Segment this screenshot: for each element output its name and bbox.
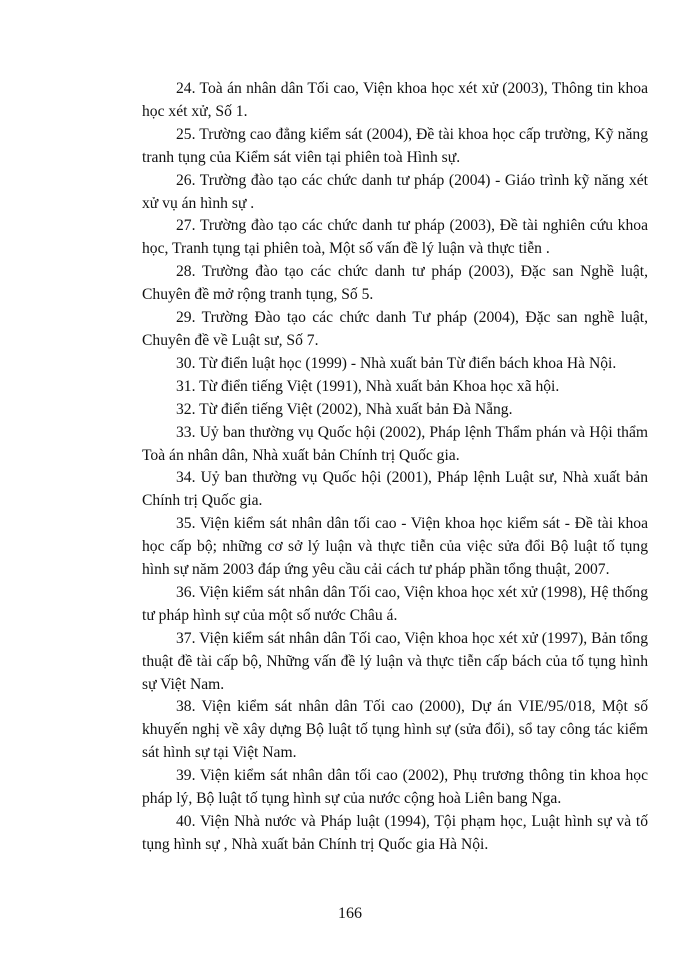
reference-item-26: 26. Trường đào tạo các chức danh tư pháp (2004) - Giáo trình kỹ năng xét xử vụ án hình sự . <box>142 171 648 212</box>
reference-item-30: 30. Từ điển luật học (1999) - Nhà xuất bản Từ điển bách khoa Hà Nội. <box>176 354 617 372</box>
reference-list <box>142 78 648 857</box>
reference-item-34: 34. Uỷ ban thường vụ Quốc hội (2001), Pháp lệnh Luật sư, Nhà xuất bản Chính trị Quốc gia. <box>142 469 648 510</box>
page-number: 166 <box>338 905 362 922</box>
reference-item-29: 29. Trường Đào tạo các chức danh Tư pháp (2004), Đặc san nghề luật, Chuyên đề về Luật sư, Số 7. <box>142 309 648 349</box>
reference-item-39: 39. Viện kiểm sát nhân dân tối cao (2002), Phụ trương thông tin khoa học pháp lý, Bộ luật tố tụng hình sự của nước cộng hoà Liên bang Nga. <box>142 767 648 808</box>
reference-item-24: 24. Toà án nhân dân Tối cao, Viện khoa học xét xử (2003), Thông tin khoa học xét xử, Số 1. <box>142 80 648 120</box>
reference-item-27: 27. Trường đào tạo các chức danh tư pháp (2003), Đề tài nghiên cứu khoa học, Tranh tụng tại phiên toà, Một số vấn đề lý luận và thực tiễn . <box>142 217 648 258</box>
reference-item-36: 36. Viện kiểm sát nhân dân Tối cao, Viện khoa học xét xử (1998), Hệ thống tư pháp hình sự của một số nước Châu á. <box>142 583 648 624</box>
reference-item-38: 38. Viện kiểm sát nhân dân Tối cao (2000), Dự án VIE/95/018, Một số khuyến nghị về xây dựng Bộ luật tố tụng hình sự (sửa đổi), sổ tay công tác kiểm sát hình sự tại Việt Nam. <box>142 698 648 762</box>
reference-item-40: 40. Viện Nhà nước và Pháp luật (1994), Tội phạm học, Luật hình sự và tố tụng hình sự , Nhà xuất bản Chính trị Quốc gia Hà Nội. <box>142 813 648 853</box>
reference-item-31: 31. Từ điển tiếng Việt (1991), Nhà xuất bản Khoa học xã hội. <box>176 377 560 395</box>
reference-item-28: 28. Trường đào tạo các chức danh tư pháp (2003), Đặc san Nghề luật, Chuyên đề mở rộng tranh tụng, Số 5. <box>142 263 648 304</box>
reference-item-25: 25. Trường cao đẳng kiểm sát (2004), Đề tài khoa học cấp trường, Kỹ năng tranh tụng của Kiểm sát viên tại phiên toà Hình sự. <box>142 125 648 166</box>
reference-item-33: 33. Uỷ ban thường vụ Quốc hội (2002), Pháp lệnh Thẩm phán và Hội thẩm Toà án nhân dân, Nhà xuất bản Chính trị Quốc gia. <box>142 423 648 464</box>
reference-item-35: 35. Viện kiểm sát nhân dân tối cao - Viện khoa học kiểm sát - Đề tài khoa học cấp bộ; những cơ sở lý luận và thực tiễn của việc sửa đổi Bộ luật tố tụng hình sự năm 2003 đáp ứng yêu cầu cải cách tư pháp phần tổng thuật, 2007. <box>142 515 648 579</box>
reference-item-37: 37. Viện kiểm sát nhân dân Tối cao, Viện khoa học xét xử (1997), Bản tổng thuật đề tài cấp bộ, Những vấn đề lý luận và thực tiễn cấp bách của tố tụng hình sự Việt Nam. <box>142 629 648 693</box>
reference-item-32: 32. Từ điển tiếng Việt (2002), Nhà xuất bản Đà Nẵng. <box>176 400 513 418</box>
